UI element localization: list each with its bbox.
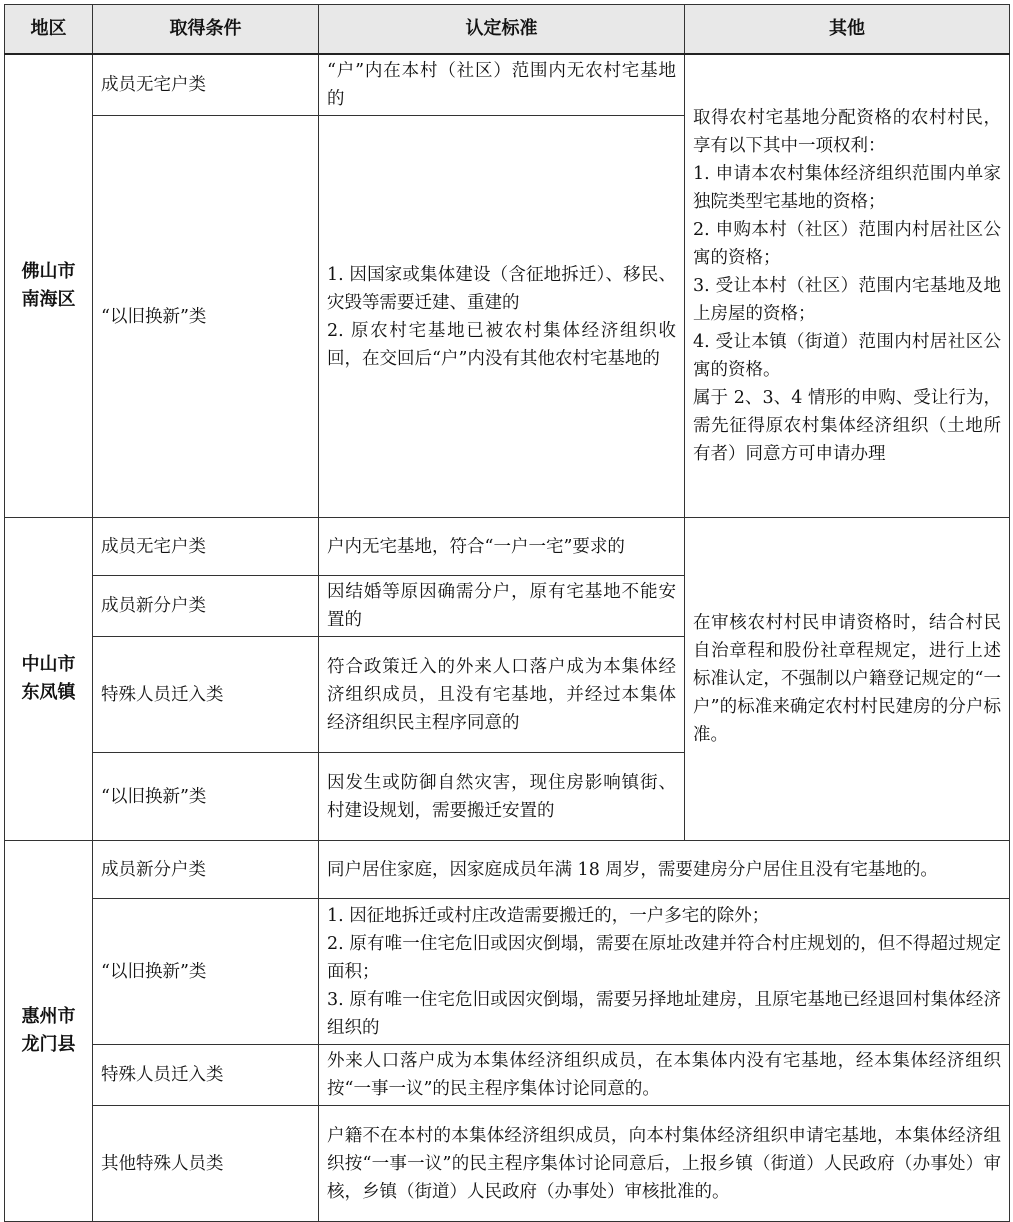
condition-cell: 成员新分户类 (93, 576, 319, 637)
region-dongfeng: 中山市东凤镇 (5, 518, 93, 841)
table-row (5, 1045, 1010, 1106)
condition-cell: 成员新分户类 (93, 841, 319, 899)
region-longmen: 惠州市龙门县 (5, 841, 93, 1222)
condition-cell: “以旧换新”类 (93, 899, 319, 1045)
standard-cell (319, 116, 685, 518)
condition-cell: 其他特殊人员类 (93, 1106, 319, 1222)
other-nanhai (685, 54, 1010, 518)
other-item: 1. 申请本农村集体经济组织范围内单家独院类型宅基地的资格； (693, 164, 1001, 212)
condition-cell: “以旧换新”类 (93, 753, 319, 841)
standard-cell: 户籍不在本村的本集体经济组织成员，向本村集体经济组织申请宅基地，本集体经济组织按“一事一议”的民主程序集体讨论同意后，上报乡镇（街道）人民政府（办事处）审核，乡镇（街道）人民政府（办事处）审核批准的。 (319, 1106, 1010, 1222)
standard-item: 1. 因国家或集体建设（含征地拆迁）、移民、灾毁等需要迁建、重建的 (327, 264, 676, 313)
header-condition: 取得条件 (93, 5, 319, 55)
header-other: 其他 (685, 5, 1010, 55)
other-intro: 取得农村宅基地分配资格的农村村民，享有以下其中一项权利： (693, 108, 1001, 156)
standard-item: 3. 原有唯一住宅危旧或因灾倒塌，需要另择地址建房，且原宅基地已经退回村集体经济组织的 (327, 989, 1001, 1038)
table-row (5, 1106, 1010, 1222)
standard-cell: 户内无宅基地，符合“一户一宅”要求的 (319, 518, 685, 576)
header-row (5, 5, 1010, 55)
standard-cell: “户”内在本村（社区）范围内无农村宅基地的 (319, 54, 685, 116)
table-row (5, 899, 1010, 1045)
standard-item: 1. 因征地拆迁或村庄改造需要搬迁的，一户多宅的除外； (327, 905, 770, 926)
table-row (5, 841, 1010, 899)
condition-cell: 成员无宅户类 (93, 518, 319, 576)
other-item: 4. 受让本镇（街道）范围内村居社区公寓的资格。 (693, 332, 1001, 380)
standard-cell: 外来人口落户成为本集体经济组织成员，在本集体内没有宅基地，经本集体经济组织按“一事一议”的民主程序集体讨论同意的。 (319, 1045, 1010, 1106)
header-region: 地区 (5, 5, 93, 55)
other-note: 属于 2、3、4 情形的申购、受让行为，需先征得原农村集体经济组织（土地所有者）同意方可申请办理 (693, 388, 1001, 464)
standard-cell (319, 899, 1010, 1045)
standard-item: 2. 原农村宅基地已被农村集体经济组织收回，在交回后“户”内没有其他农村宅基地的 (327, 320, 676, 369)
condition-cell: 特殊人员迁入类 (93, 637, 319, 753)
table-row (5, 518, 1010, 576)
standard-cell: 因结婚等原因确需分户，原有宅基地不能安置的 (319, 576, 685, 637)
other-item: 3. 受让本村（社区）范围内宅基地及地上房屋的资格； (693, 276, 1001, 324)
standard-cell: 同户居住家庭，因家庭成员年满 18 周岁，需要建房分户居住且没有宅基地的。 (319, 841, 1010, 899)
table-row (5, 54, 1010, 116)
condition-cell: “以旧换新”类 (93, 116, 319, 518)
policy-table (4, 4, 1010, 1222)
other-dongfeng: 在审核农村村民申请资格时，结合村民自治章程和股份社章程规定，进行上述标准认定，不强制以户籍登记规定的“一户”的标准来确定农村村民建房的分户标准。 (685, 518, 1010, 841)
standard-cell: 符合政策迁入的外来人口落户成为本集体经济组织成员，且没有宅基地，并经过本集体经济组织民主程序同意的 (319, 637, 685, 753)
condition-cell: 成员无宅户类 (93, 54, 319, 116)
region-nanhai: 佛山市南海区 (5, 54, 93, 518)
header-standard: 认定标准 (319, 5, 685, 55)
other-item: 2. 申购本村（社区）范围内村居社区公寓的资格； (693, 220, 1001, 268)
condition-cell: 特殊人员迁入类 (93, 1045, 319, 1106)
standard-cell: 因发生或防御自然灾害，现住房影响镇街、村建设规划，需要搬迁安置的 (319, 753, 685, 841)
standard-item: 2. 原有唯一住宅危旧或因灾倒塌，需要在原址改建并符合村庄规划的，但不得超过规定面积； (327, 933, 1001, 982)
